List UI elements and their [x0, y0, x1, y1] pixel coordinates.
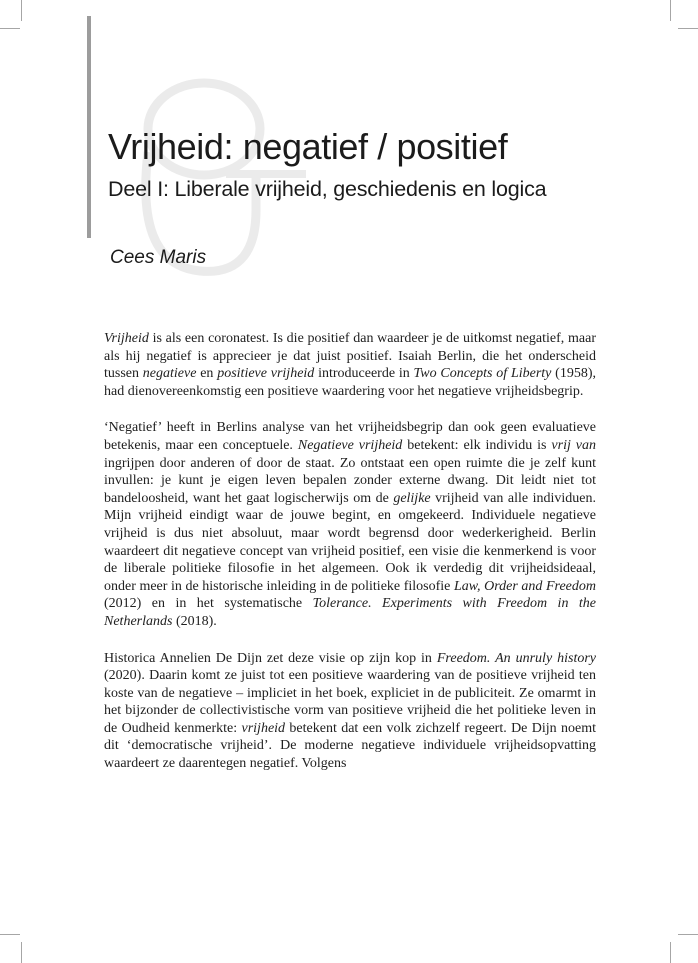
crop-mark-top-left-horizontal — [0, 28, 20, 29]
paragraph — [104, 330, 596, 400]
text-run: betekent: elk individu is — [402, 437, 552, 453]
italic-text-run: vrij van — [551, 437, 596, 453]
crop-mark-bottom-right-horizontal — [678, 934, 698, 935]
article-body — [104, 330, 596, 792]
text-run: Historica Annelien De Dijn zet deze visie op zijn kop in — [104, 650, 437, 666]
italic-text-run: Negatieve vrijheid — [297, 437, 403, 453]
article-subtitle: Deel I: Liberale vrijheid, geschiedenis en logica — [108, 177, 547, 201]
text-run: (2018). — [172, 613, 217, 629]
italic-text-run: gelijke — [393, 490, 431, 506]
accent-bar — [87, 16, 91, 238]
text-run: introduceerde in — [314, 366, 414, 382]
crop-mark-top-right-vertical — [670, 0, 671, 21]
paragraph — [104, 650, 596, 773]
text-run: (2020). Daarin komt ze juist tot een positieve waardering van de positieve vrijheid ten koste van de negatieve – impliciet in het boek, expliciet in de publiciteit. Ze omarmt in het bijzonder de collectivistische vorm van positieve vrijheid die het politieke leven in de Oudheid kenmerkte: — [104, 668, 596, 736]
crop-mark-bottom-left-vertical — [21, 942, 22, 963]
text-run: vrijheid van alle individuen. Mijn vrijheid eindigt waar de jouwe begint, en omgekeerd. Individuele negatieve vrijheid is dus niet absoluut, maar wordt begrensd door wederkerigheid. Berlin waardeert dit negatieve concept van vrijheid positief, een visie die kenmerkend is voor de liberale politieke filosofie in het algemeen. Ook ik verdedig dit vrijheidsideaal, onder meer in de historische inleiding in de politieke filosofie — [104, 490, 596, 594]
crop-mark-bottom-right-vertical — [670, 942, 671, 963]
italic-text-run: Freedom. An unruly history — [436, 650, 596, 666]
text-run: betekent dat een volk zichzelf regeert. De Dijn noemt dit ‘democratische vrijheid’. De moderne negatieve individuele vrijheidsopvatting waardeert ze daarentegen negatief. Volgens — [104, 720, 597, 772]
text-run: ingrijpen door anderen of door de staat. Zo ontstaat een open ruimte die je zelf kunt invullen: je kunt je eigen leven bepalen zonder externe dwang. Dit leidt niet tot bandeloosheid, want het gaat logischerwijs om de — [104, 455, 596, 506]
crop-mark-top-left-vertical — [21, 0, 22, 21]
italic-text-run: Tolerance. Experiments with Freedom in the Netherlands — [104, 596, 597, 629]
paragraph — [104, 419, 596, 630]
text-run: (1958), had dienovereenkomstig een positieve waardering voor het negatieve vrijheidsbegrip. — [104, 366, 596, 399]
text-run: is als een coronatest. Is die positief dan waardeer je de uitkomst negatief, maar als hij negatief is apprecieer je dat juist positief. Isaiah Berlin, die het onderscheid tussen — [104, 331, 596, 382]
italic-text-run: vrijheid — [241, 720, 286, 736]
italic-text-run: negatieve — [142, 366, 197, 382]
text-run: (2012) en in het systematische — [104, 596, 313, 612]
italic-text-run: Law, Order and Freedom — [453, 578, 596, 594]
italic-text-run: positieve vrijheid — [217, 366, 315, 382]
italic-text-run: Two Concepts of Liberty — [413, 366, 552, 382]
crop-mark-bottom-left-horizontal — [0, 934, 20, 935]
article-title: Vrijheid: negatief / positief — [108, 126, 508, 167]
text-run: ‘Negatief’ heeft in Berlins analyse van het vrijheidsbegrip dan ook geen evaluatieve betekenis, maar een conceptuele. — [104, 420, 596, 453]
crop-mark-top-right-horizontal — [678, 28, 698, 29]
text-run: en — [196, 366, 218, 382]
article-author: Cees Maris — [110, 247, 207, 268]
italic-text-run: Vrijheid — [104, 331, 149, 346]
